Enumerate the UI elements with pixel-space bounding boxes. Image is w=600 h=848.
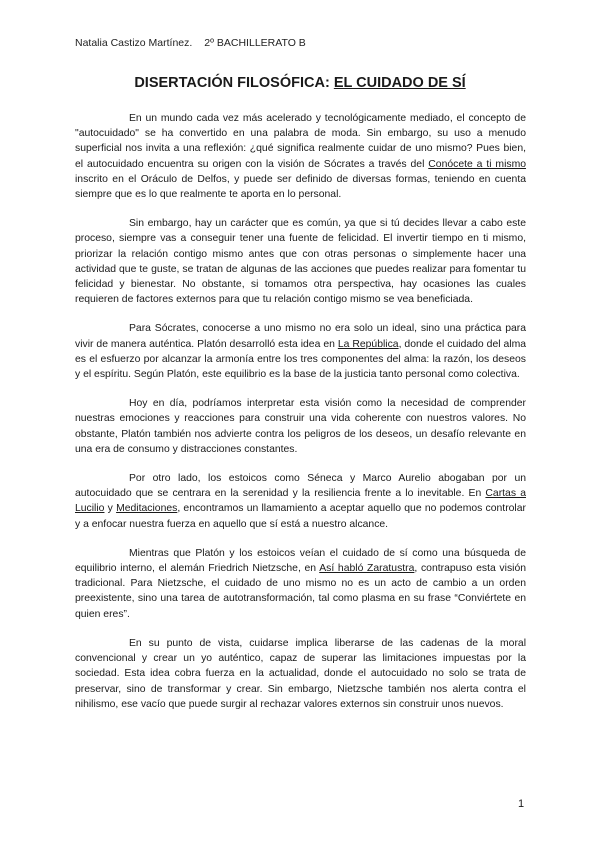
paragraph-text: Hoy en día, podríamos interpretar esta visión como la necesidad de comprender nuestras emociones y reacciones para construir una vida coherente con nuestros valores. No obstante, Platón también nos advierte contra los peligros de los deseos, un desafío relevante en una era de consumo y distracciones constantes. (75, 398, 526, 455)
course-label: 2º BACHILLERATO B (204, 37, 306, 49)
paragraph-7 (75, 636, 526, 712)
paragraph-text: y (104, 503, 117, 515)
paragraph-text: , donde el cuidado del alma es el esfuerzo por alcanzar la armonía entre los tres componentes del alma: la razón, los deseos y el espíritu. Según Platón, este equilibrio es la base de la justicia tanto personal como colectiva. (75, 338, 527, 381)
paragraph-6 (75, 546, 526, 622)
paragraph-text: Para Sócrates, conocerse a uno mismo no era solo un ideal, sino una práctica para vivir de manera auténtica. Platón desarrolló esta idea en (75, 323, 526, 350)
paragraph-text: En un mundo cada vez más acelerado y tecnológicamente mediado, el concepto de "autocuidado" se ha convertido en una palabra de moda. Sin embargo, su uso a menudo superficial nos invita a una reflexión: ¿qué significa realmente cuidar de uno mismo? Pues bien, el autocuidado encuentra su origen con la visión de Sócrates a través del (75, 113, 526, 170)
paragraph-5 (75, 471, 526, 532)
paragraph-4 (75, 396, 526, 457)
title-underlined: EL CUIDADO DE SÍ (333, 75, 466, 91)
page-header (75, 37, 306, 49)
paragraph-text: En su punto de vista, cuidarse implica liberarse de las cadenas de la moral convencional y crear un yo auténtico, capaz de superar las limitaciones impuestas por la sociedad. Esta idea cobra fuerza en la actualidad, donde el autocuidado no solo se trata de preservar, sino de transformar y crear. Sin embargo, Nietzsche también nos alerta contra el nihilismo, ese vacío que puede surgir al rechazar valores externos sin construir unos nuevos. (75, 637, 526, 710)
paragraph-text: Mientras que Platón y los estoicos veían el cuidado de sí como una búsqueda de equilibrio interno, el alemán Friedrich Nietzsche, en (75, 547, 526, 575)
author-name: Natalia Castizo Martínez. (75, 37, 193, 49)
paragraph-text: , encontramos un llamamiento a aceptar aquello que no podemos controlar y a enfocar nuestra fuerza en aquello que sí está a nuestro alcance. (75, 503, 526, 530)
document-title (0, 75, 600, 91)
paragraph-text: inscrito en el Oráculo de Delfos, y puede ser definido de diversas formas, teniendo en cuenta siempre que es lo que realmente te aporta en lo personal. (75, 173, 526, 201)
title-prefix: DISERTACIÓN FILOSÓFICA: (134, 75, 334, 91)
paragraph-1 (75, 111, 526, 202)
paragraph-text: Sin embargo, hay un carácter que es común, ya que si tú decides llevar a cabo este proceso, siempre vas a conseguir tener una fuente de felicidad. El invertir tiempo en ti mismo, priorizar la relación contigo mismo antes que con otras personas o simplemente hacer una actividad que te guste, se tratan de algunas de las acciones que puedes realizar para fomentar tu felicidad y bienestar. No obstante, si tomamos otra perspectiva, hay ocasiones las cuales requieren de factores externos para que tu relación contigo mismo se vea beneficiada. (75, 218, 526, 306)
page-number: 1 (518, 798, 525, 810)
underlined-reference: Conócete a ti mismo (428, 158, 527, 170)
document-body (75, 111, 526, 726)
underlined-reference: Meditaciones (116, 503, 178, 515)
paragraph-2 (75, 216, 526, 307)
paragraph-3 (75, 321, 526, 382)
paragraph-text: Por otro lado, los estoicos como Séneca y Marco Aurelio abogaban por un autocuidado que se centrara en la serenidad y la resiliencia frente a lo inevitable. En (75, 473, 526, 500)
underlined-reference: La República (337, 338, 399, 350)
underlined-reference: Cartas a Lucilio (75, 488, 526, 515)
paragraph-text: , contrapuso esta visión tradicional. Para Nietzsche, el cuidado de uno mismo no es un acto de cambio a un orden preexistente, sino una tarea de autotransformación, tal como plasma en su frase “Conviértete en quien eres”. (75, 563, 527, 620)
underlined-reference: Así habló Zaratustra (319, 563, 415, 575)
